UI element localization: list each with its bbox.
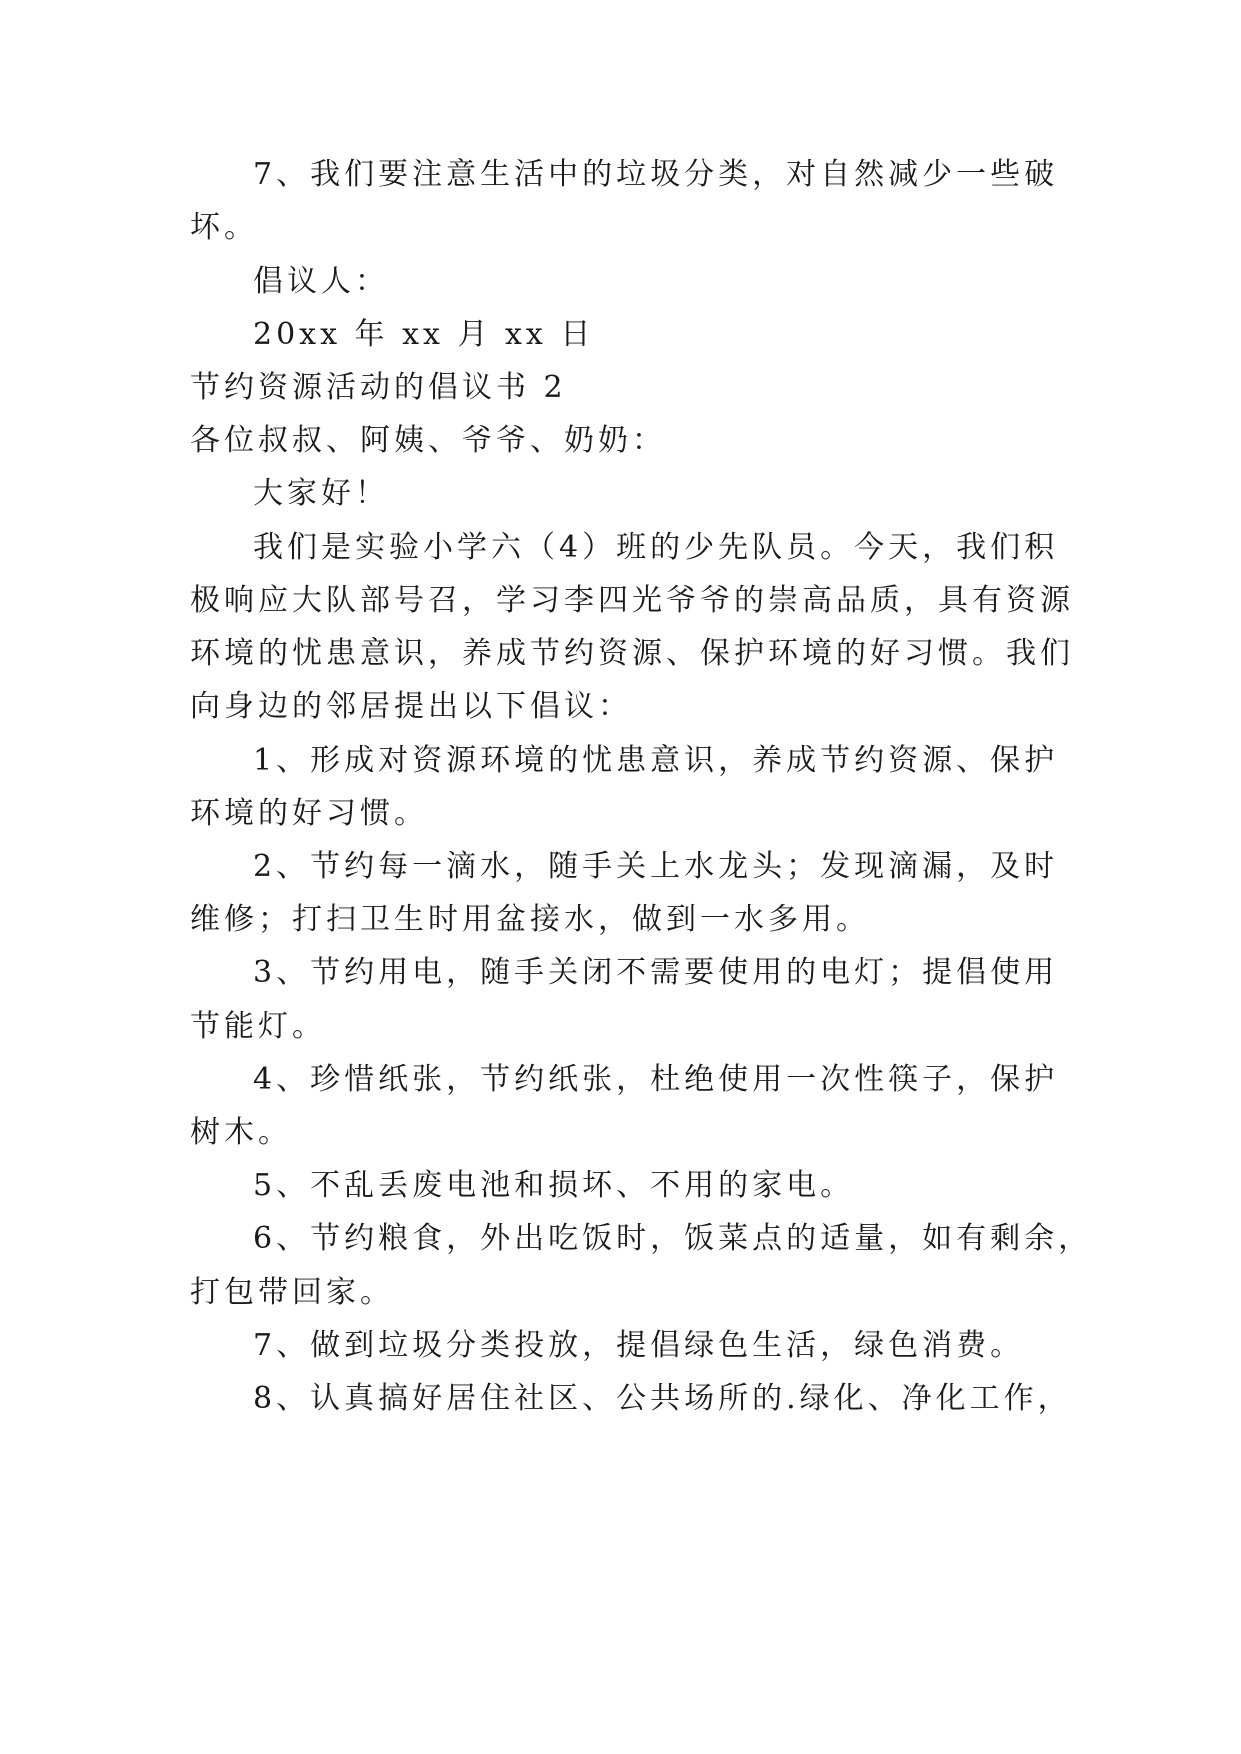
list-item-continuation: 环境的好习惯。 bbox=[190, 796, 428, 831]
paragraph-line: 我们是实验小学六（4）班的少先队员。今天，我们积 bbox=[253, 530, 1059, 565]
paragraph-line: 极响应大队部号召，学习李四光爷爷的崇高品质，具有资源 bbox=[190, 583, 1074, 618]
list-item: 5、不乱丢废电池和损坏、不用的家电。 bbox=[253, 1168, 855, 1203]
list-item: 3、节约用电，随手关闭不需要使用的电灯；提倡使用 bbox=[253, 955, 1059, 990]
list-item-continuation: 树木。 bbox=[190, 1115, 292, 1150]
paragraph-line: 环境的忧患意识，养成节约资源、保护环境的好习惯。我们 bbox=[190, 636, 1074, 671]
list-item: 2、节约每一滴水，随手关上水龙头；发现滴漏，及时 bbox=[253, 849, 1059, 884]
list-item: 8、认真搞好居住社区、公共场所的.绿化、净化工作， bbox=[253, 1381, 1072, 1416]
paragraph-line: 坏。 bbox=[190, 210, 258, 245]
date-line: 20xx 年 xx 月 xx 日 bbox=[253, 317, 595, 352]
list-item: 7、做到垃圾分类投放，提倡绿色生活，绿色消费。 bbox=[253, 1328, 1025, 1363]
list-item-continuation: 节能灯。 bbox=[190, 1009, 326, 1044]
list-item: 6、节约粮食，外出吃饭时，饭菜点的适量，如有剩余， bbox=[253, 1221, 1093, 1256]
list-item: 4、珍惜纸张，节约纸张，杜绝使用一次性筷子，保护 bbox=[253, 1062, 1059, 1097]
paragraph-line: 7、我们要注意生活中的垃圾分类，对自然减少一些破 bbox=[253, 157, 1059, 192]
salutation: 各位叔叔、阿姨、爷爷、奶奶： bbox=[190, 423, 666, 458]
list-item: 1、形成对资源环境的忧患意识，养成节约资源、保护 bbox=[253, 743, 1059, 778]
paragraph-line: 向身边的邻居提出以下倡议： bbox=[190, 689, 632, 724]
greeting: 大家好！ bbox=[253, 476, 389, 511]
signature-label: 倡议人： bbox=[253, 264, 389, 299]
list-item-continuation: 维修；打扫卫生时用盆接水，做到一水多用。 bbox=[190, 902, 870, 937]
section-title: 节约资源活动的倡议书 2 bbox=[190, 370, 567, 405]
list-item-continuation: 打包带回家。 bbox=[190, 1275, 394, 1310]
